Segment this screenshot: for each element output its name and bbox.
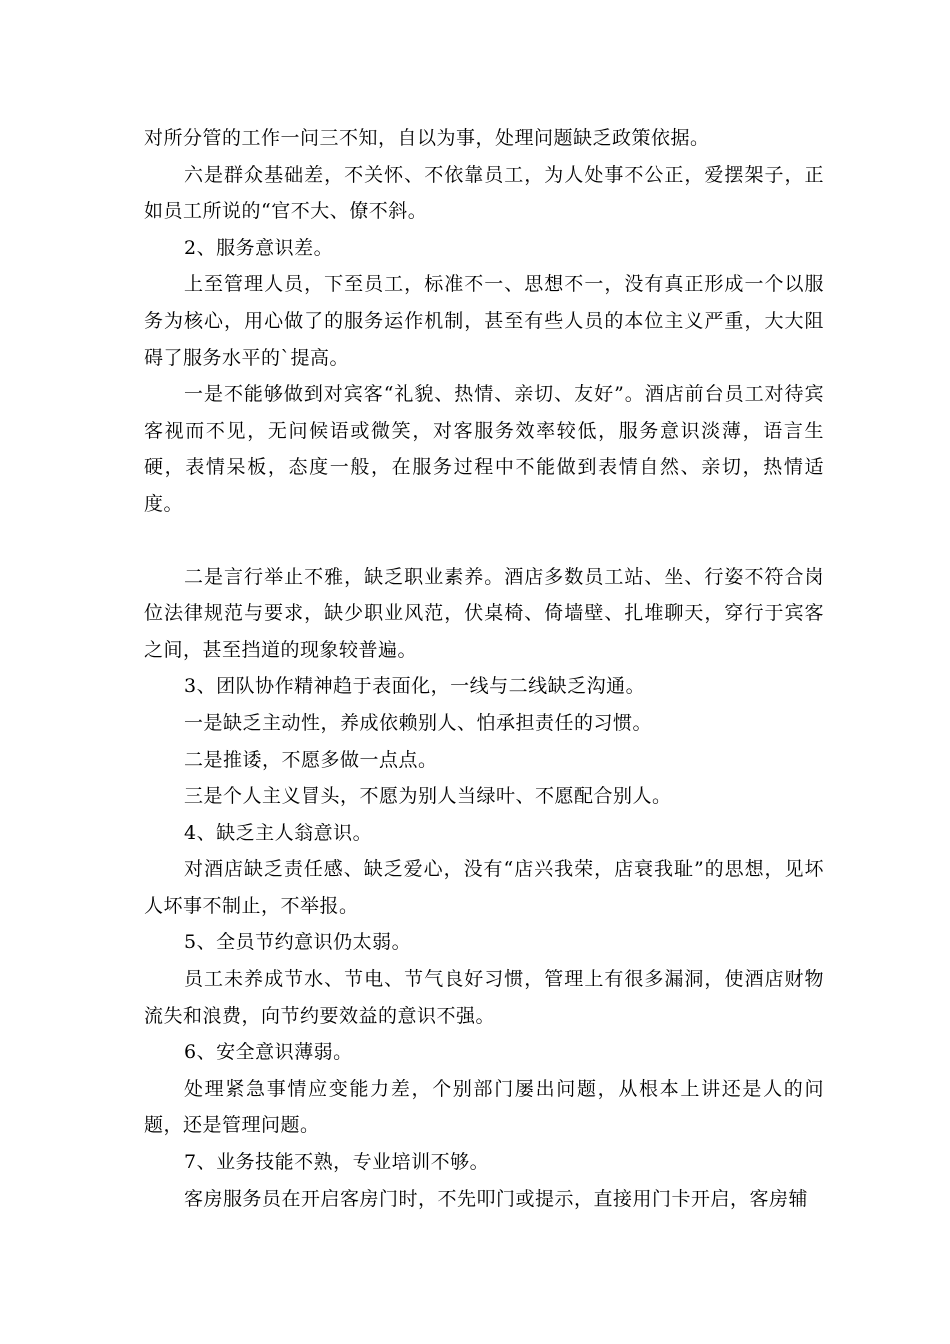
paragraph-7: 二是推诿，不愿多做一点点。	[184, 748, 438, 771]
paragraph-8: 三是个人主义冒头，不愿为别人当绿叶、不愿配合别人。	[184, 785, 672, 808]
document-body	[144, 120, 824, 1217]
section-heading-3: 3、团队协作精神趋于表面化，一线与二线缺乏沟通。	[184, 675, 646, 698]
paragraph-11: 处理紧急事情应变能力差，个别部门屡出问题，从根本上讲还是人的问题，还是管理问题。	[144, 1077, 824, 1137]
section-heading-6: 6、安全意识薄弱。	[184, 1041, 353, 1064]
paragraph-2: 六是群众基础差，不关怀、不依靠员工，为人处事不公正，爱摆架子，正如员工所说的“官不大、僚不斜。	[144, 163, 824, 223]
section-heading-7: 7、业务技能不熟，专业培训不够。	[184, 1151, 490, 1174]
paragraph-10: 员工未养成节水、节电、节气良好习惯，管理上有很多漏洞，使酒店财物流失和浪费，向节约要效益的意识不强。	[144, 968, 824, 1027]
paragraph-12: 客房服务员在开启客房门时，不先叩门或提示，直接用门卡开启，客房辅	[184, 1187, 809, 1210]
section-heading-4: 4、缺乏主人翁意识。	[184, 821, 373, 844]
paragraph-6: 一是缺乏主动性，养成依赖别人、怕承担责任的习惯。	[184, 711, 653, 734]
paragraph-4: 一是不能够做到对宾客“礼貌、热情、亲切、友好”。酒店前台员工对待宾客视而不见，无问候语或微笑，对客服务效率较低，服务意识淡薄，语言生硬，表情呆板，态度一般，在服务过程中不能做到表情自然、亲切，热情适度。	[144, 383, 824, 515]
paragraph-5: 二是言行举止不雅，缺乏职业素养。酒店多数员工站、坐、行姿不符合岗位法律规范与要求，缺少职业风范，伏桌椅、倚墙壁、扎堆聊天，穿行于宾客之间，甚至挡道的现象较普遍。	[144, 565, 824, 661]
paragraph-1: 对所分管的工作一问三不知，自以为事，处理问题缺乏政策依据。	[144, 127, 710, 149]
paragraph-9: 对酒店缺乏责任感、缺乏爱心，没有“店兴我荣，店衰我耻”的思想，见坏人坏事不制止，不举报。	[144, 858, 824, 917]
paragraph-3: 上至管理人员，下至员工，标准不一、思想不一，没有真正形成一个以服务为核心，用心做了的服务运作机制，甚至有些人员的本位主义严重，大大阻碍了服务水平的`提高。	[144, 273, 824, 369]
section-heading-5: 5、全员节约意识仍太弱。	[184, 931, 412, 954]
section-heading-2: 2、服务意识差。	[184, 236, 334, 259]
paragraph-gap	[144, 523, 824, 559]
